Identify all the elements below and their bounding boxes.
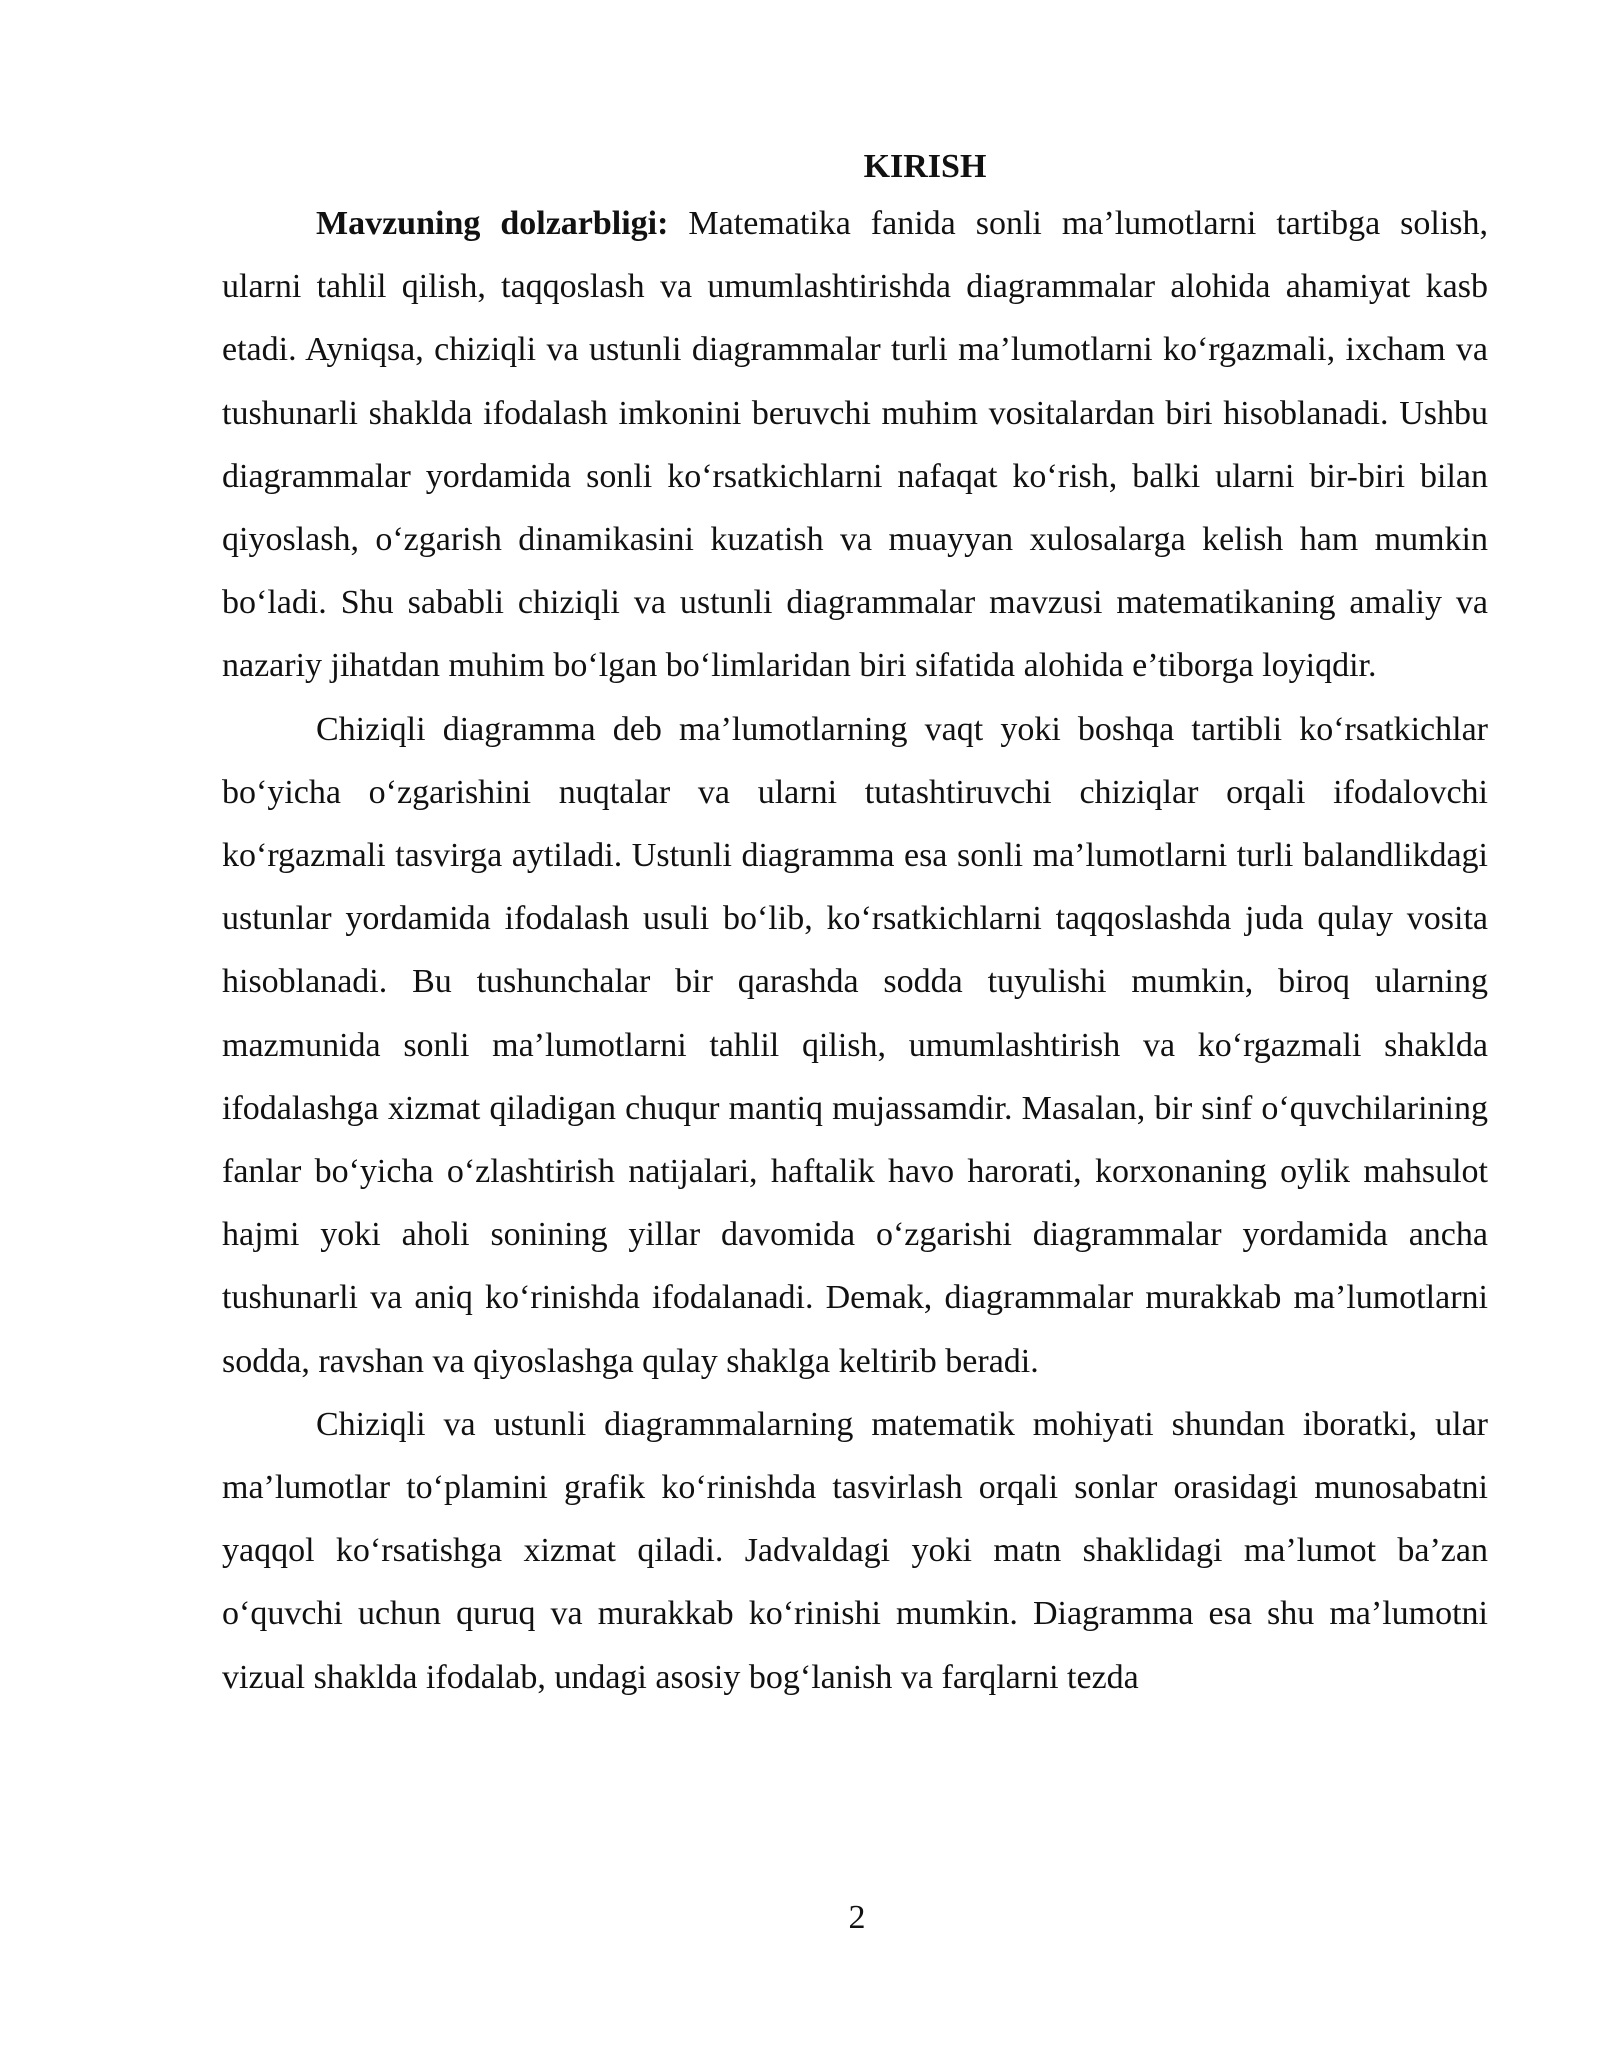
paragraph-essence: [222, 1393, 1488, 1709]
paragraph-text: Chiziqli va ustunli diagrammalarning matematik mohiyati shundan iboratki, ular ma’lumotlar to‘plamini grafik ko‘rinishda tasvirlash orqali sonlar orasidagi munosabatni yaqqol ko‘rsatishga xizmat qiladi. Jadvaldagi yoki matn shaklidagi ma’lumot ba’zan o‘quvchi uchun quruq va murakkab ko‘rinishi mumkin. Diagramma esa shu ma’lumotni vizual shaklda ifodalab, undagi asosiy bog‘lanish va farqlarni tezda: [222, 1405, 1488, 1696]
section-heading: KIRISH: [863, 148, 987, 185]
page-body: [222, 147, 1488, 1709]
paragraph-lead: Mavzuning dolzarbligi:: [316, 205, 669, 242]
paragraph-text: Matematika fanida sonli ma’lumotlarni tartibga solish, ularni tahlil qilish, taqqoslash va umumlashtirishda diagrammalar alohida ahamiyat kasb etadi. Ayniqsa, chiziqli va ustunli diagrammalar turli ma’lumotlarni ko‘rgazmali, ixcham va tushunarli shaklda ifodalash imkonini beruvchi muhim vositalardan biri hisoblanadi. Ushbu diagrammalar yordamida sonli ko‘rsatkichlarni nafaqat ko‘rish, balki ularni bir-biri bilan qiyoslash, o‘zgarish dinamikasini kuzatish va muayyan xulosalarga kelish ham mumkin bo‘ladi. Shu sababli chiziqli va ustunli diagrammalar mavzusi matematikaning amaliy va nazariy jihatdan muhim bo‘lgan bo‘limlaridan biri sifatida alohida e’tiborga loyiqdir.: [222, 205, 1489, 685]
paragraph-definitions: [222, 698, 1488, 1393]
paragraph-text: Chiziqli diagramma deb ma’lumotlarning vaqt yoki boshqa tartibli ko‘rsatkichlar bo‘yicha o‘zgarishini nuqtalar va ularni tutashtiruvchi chiziqlar orqali ifodalovchi ko‘rgazmali tasvirga aytiladi. Ustunli diagramma esa sonli ma’lumotlarni turli balandlikdagi ustunlar yordamida ifodalash usuli bo‘lib, ko‘rsatkichlarni taqqoslashda juda qulay vosita hisoblanadi. Bu tushunchalar bir qarashda sodda tuyulishi mumkin, biroq ularning mazmunida sonli ma’lumotlarni tahlil qilish, umumlashtirish va ko‘rgazmali shaklda ifodalashga xizmat qiladigan chuqur mantiq mujassamdir. Masalan, bir sinf o‘quvchilarining fanlar bo‘yicha o‘zlashtirish natijalari, haftalik havo harorati, korxonaning oylik mahsulot hajmi yoki aholi sonining yillar davomida o‘zgarishi diagrammalar yordamida ancha tushunarli va aniq ko‘rinishda ifodalanadi. Demak, diagrammalar murakkab ma’lumotlarni sodda, ravshan va qiyoslashga qulay shaklga keltirib beradi.: [222, 710, 1488, 1380]
page-number: 2: [848, 1899, 866, 1936]
paragraph-relevance: [222, 192, 1488, 698]
